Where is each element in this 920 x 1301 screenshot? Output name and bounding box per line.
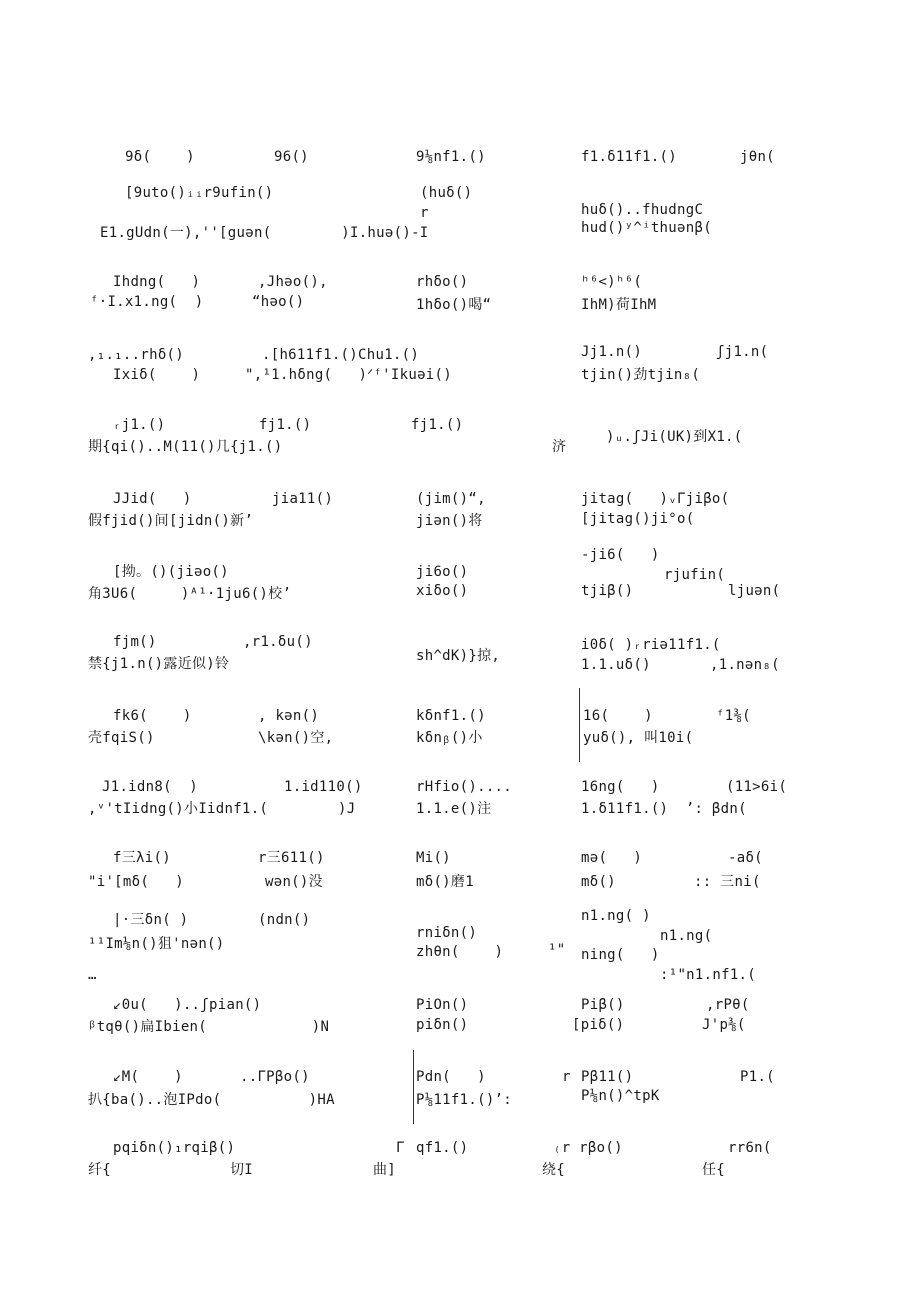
text-line: ..ΓPβo() bbox=[240, 1069, 310, 1085]
text-line: Mi() bbox=[416, 850, 451, 866]
text-line: kδnᵦ()小 bbox=[416, 730, 483, 746]
text-line: rniδn() bbox=[416, 925, 478, 941]
text-line: jθn( bbox=[740, 149, 775, 165]
text-line: 禁{j1.n()露近似)铃 bbox=[88, 656, 230, 672]
text-line: yuδ(), 叫10i( bbox=[583, 730, 694, 746]
text-line: "‚¹1.hδng( )ᐟᶠ'Ikuəi() bbox=[245, 367, 452, 383]
text-line: "i'[mδ( ) bbox=[88, 874, 185, 890]
text-line: :: 三ni( bbox=[694, 874, 761, 890]
text-line: P⅛n()^tpK bbox=[581, 1088, 660, 1104]
text-line: ,rPθ( bbox=[706, 997, 750, 1013]
text-line: -aδ( bbox=[728, 850, 763, 866]
text-line: ning( ) bbox=[581, 947, 660, 963]
text-line: ↙0u( )..ʃpian() bbox=[113, 997, 262, 1013]
text-line: qf1.() bbox=[416, 1140, 469, 1156]
text-line: PiOn() bbox=[416, 997, 469, 1013]
text-line: piδn() bbox=[416, 1017, 469, 1033]
text-line: f三λi() bbox=[113, 850, 171, 866]
text-line: ʰ⁶<)ʰ⁶( bbox=[581, 274, 643, 290]
text-line: mδ()磨1 bbox=[416, 874, 474, 890]
text-line: P⅛11f1.()’: bbox=[416, 1092, 513, 1108]
text-line: ji6o() bbox=[416, 564, 469, 580]
text-line: f1.δ11f1.() bbox=[581, 149, 678, 165]
text-line: fk6( ) bbox=[113, 708, 192, 724]
text-line: Jj1.n() bbox=[581, 344, 643, 360]
text-line: jiən()将 bbox=[416, 513, 483, 529]
text-line: i0δ( )ᵣriə11f1.( bbox=[581, 637, 721, 653]
text-line: hud()ʸ^ⁱthuənβ( bbox=[581, 220, 712, 236]
text-line: 切I bbox=[230, 1162, 254, 1178]
text-line: -ji6( ) bbox=[581, 547, 660, 563]
text-line: [拗。()(jiəo() bbox=[113, 564, 229, 580]
text-line: ¹" bbox=[548, 942, 566, 958]
text-line: 绕{ bbox=[542, 1162, 566, 1178]
text-line: Γ bbox=[396, 1140, 405, 1156]
text-line: r bbox=[420, 205, 429, 221]
text-line: , kən() bbox=[258, 708, 320, 724]
text-line: .[h611f1.()Chu1.() bbox=[262, 347, 420, 363]
text-line: 扒{ba()..泡IPdo( )HA bbox=[88, 1092, 335, 1108]
text-line: E1.gUdn(一)‚''[guən( )I.huə()-I bbox=[100, 225, 429, 241]
text-line: ᵝtqθ()扁Ibien( )N bbox=[88, 1019, 330, 1035]
text-line: ‚ᵛ'tIidng()小Iidnf1.( )J bbox=[88, 801, 356, 817]
text-line: :¹"n1.nf1.( bbox=[660, 967, 757, 983]
text-line: wən()没 bbox=[265, 874, 323, 890]
text-line: n1.ng( bbox=[660, 928, 713, 944]
text-line: JJid( ) bbox=[113, 491, 192, 507]
text-line: ,r1.δu() bbox=[243, 634, 313, 650]
text-line: J'p⅜( bbox=[702, 1017, 746, 1033]
text-line: ljuən( bbox=[728, 583, 781, 599]
text-line: 16ng( ) bbox=[581, 779, 660, 795]
text-line: [jitag()ji°o( bbox=[581, 511, 695, 527]
text-line: 壳fqiS() bbox=[88, 730, 155, 746]
text-line: jitag( )ᵥΓjiβo( bbox=[581, 491, 730, 507]
text-line: 假fjid()间[jidn()新’ bbox=[88, 513, 254, 529]
text-line: 1.δ11f1.() ’: βdn( bbox=[581, 801, 747, 817]
text-line: rjufin( bbox=[664, 567, 726, 583]
text-line: jia11() bbox=[272, 491, 334, 507]
text-line: kδnf1.() bbox=[416, 708, 486, 724]
column-rule bbox=[413, 1050, 414, 1124]
text-line: ¹¹Im⅛n()狙'nən() bbox=[88, 936, 225, 952]
text-line: fjm() bbox=[113, 634, 157, 650]
text-line: rhδo() bbox=[416, 274, 469, 290]
text-line: sh^dK)}掠, bbox=[416, 648, 501, 664]
text-line: ↙M( ) bbox=[113, 1069, 183, 1085]
text-line: mδ() bbox=[581, 874, 616, 890]
text-line: (huδ() bbox=[420, 185, 473, 201]
text-line: zhθn( ) bbox=[416, 944, 504, 960]
text-line: Pβ11() bbox=[581, 1069, 634, 1085]
text-line: Piβ() bbox=[581, 997, 625, 1013]
text-line: rr6n( bbox=[728, 1140, 772, 1156]
text-line: 1.1.e()注 bbox=[416, 801, 492, 817]
text-line: \kən()空, bbox=[258, 730, 334, 746]
text-line: fj1.() bbox=[411, 417, 464, 433]
text-line: fj1.() bbox=[259, 417, 312, 433]
text-line: tjin()劲tjin₈( bbox=[581, 367, 701, 383]
text-line: ᶠ·I.x1.ng( ) bbox=[90, 294, 204, 310]
text-line: J1.idn8( ) bbox=[102, 779, 199, 795]
text-line: 9⅛nf1.() bbox=[416, 149, 486, 165]
text-line: 96() bbox=[274, 149, 309, 165]
text-line: Ixiδ( ) bbox=[113, 367, 201, 383]
text-line: 9δ( ) bbox=[125, 149, 195, 165]
text-line: (11>6i( bbox=[726, 779, 788, 795]
text-line: 角3U6( )ᴬ¹·1ju6()校’ bbox=[88, 586, 292, 602]
text-line: 16( ) bbox=[583, 708, 653, 724]
text-line: ,Jhəo(), bbox=[258, 274, 328, 290]
column-rule bbox=[579, 688, 580, 762]
text-line: ᶠ1⅜( bbox=[716, 708, 751, 724]
text-line: ‚1.nən₈( bbox=[710, 657, 780, 673]
text-line: (jim()“, bbox=[416, 491, 486, 507]
text-line: Ihdng( ) bbox=[113, 274, 201, 290]
text-line: … bbox=[88, 967, 97, 983]
text-line: rHfio().... bbox=[416, 779, 513, 795]
text-line: (ndn() bbox=[258, 912, 311, 928]
text-line: [9uto()ᵢᵢr9ufin() bbox=[125, 185, 274, 201]
text-line: )ᵤ.ʃJi(UK)到X1.( bbox=[606, 429, 743, 445]
text-line: ᵣj1.() bbox=[113, 417, 166, 433]
text-line: IhM)荷IhM bbox=[581, 297, 657, 313]
text-line: pqiδn()₁rqiβ() bbox=[113, 1140, 236, 1156]
text-line: 1.id110() bbox=[284, 779, 363, 795]
text-line: |·三δn( ) bbox=[113, 912, 189, 928]
text-line: [piδ() bbox=[572, 1017, 625, 1033]
text-line: 1hδo()喝“ bbox=[416, 297, 492, 313]
text-line: “həo() bbox=[252, 294, 305, 310]
text-line: n1.ng( ) bbox=[581, 908, 651, 924]
text-line: ʃj1.n( bbox=[716, 344, 769, 360]
text-line: mə( ) bbox=[581, 850, 643, 866]
text-line: 曲] bbox=[373, 1162, 397, 1178]
text-line: huδ()..fhudngC bbox=[581, 202, 704, 218]
text-line: 济 bbox=[552, 439, 567, 455]
text-line: ,₁.₁..rhδ() bbox=[88, 347, 185, 363]
text-line: 纤{ bbox=[88, 1162, 112, 1178]
text-line: 期{qi()..M(11()几{j1.() bbox=[88, 439, 283, 455]
text-line: r bbox=[562, 1069, 571, 1085]
text-line: tjiβ() bbox=[581, 583, 634, 599]
text-line: ₍r rβo() bbox=[553, 1140, 623, 1156]
text-line: P1.( bbox=[740, 1069, 775, 1085]
text-line: xiδo() bbox=[416, 583, 469, 599]
text-line: Pdn( ) bbox=[416, 1069, 486, 1085]
text-line: 1.1.uδ() bbox=[581, 657, 651, 673]
text-line: r三611() bbox=[258, 850, 325, 866]
text-line: 任{ bbox=[702, 1162, 726, 1178]
